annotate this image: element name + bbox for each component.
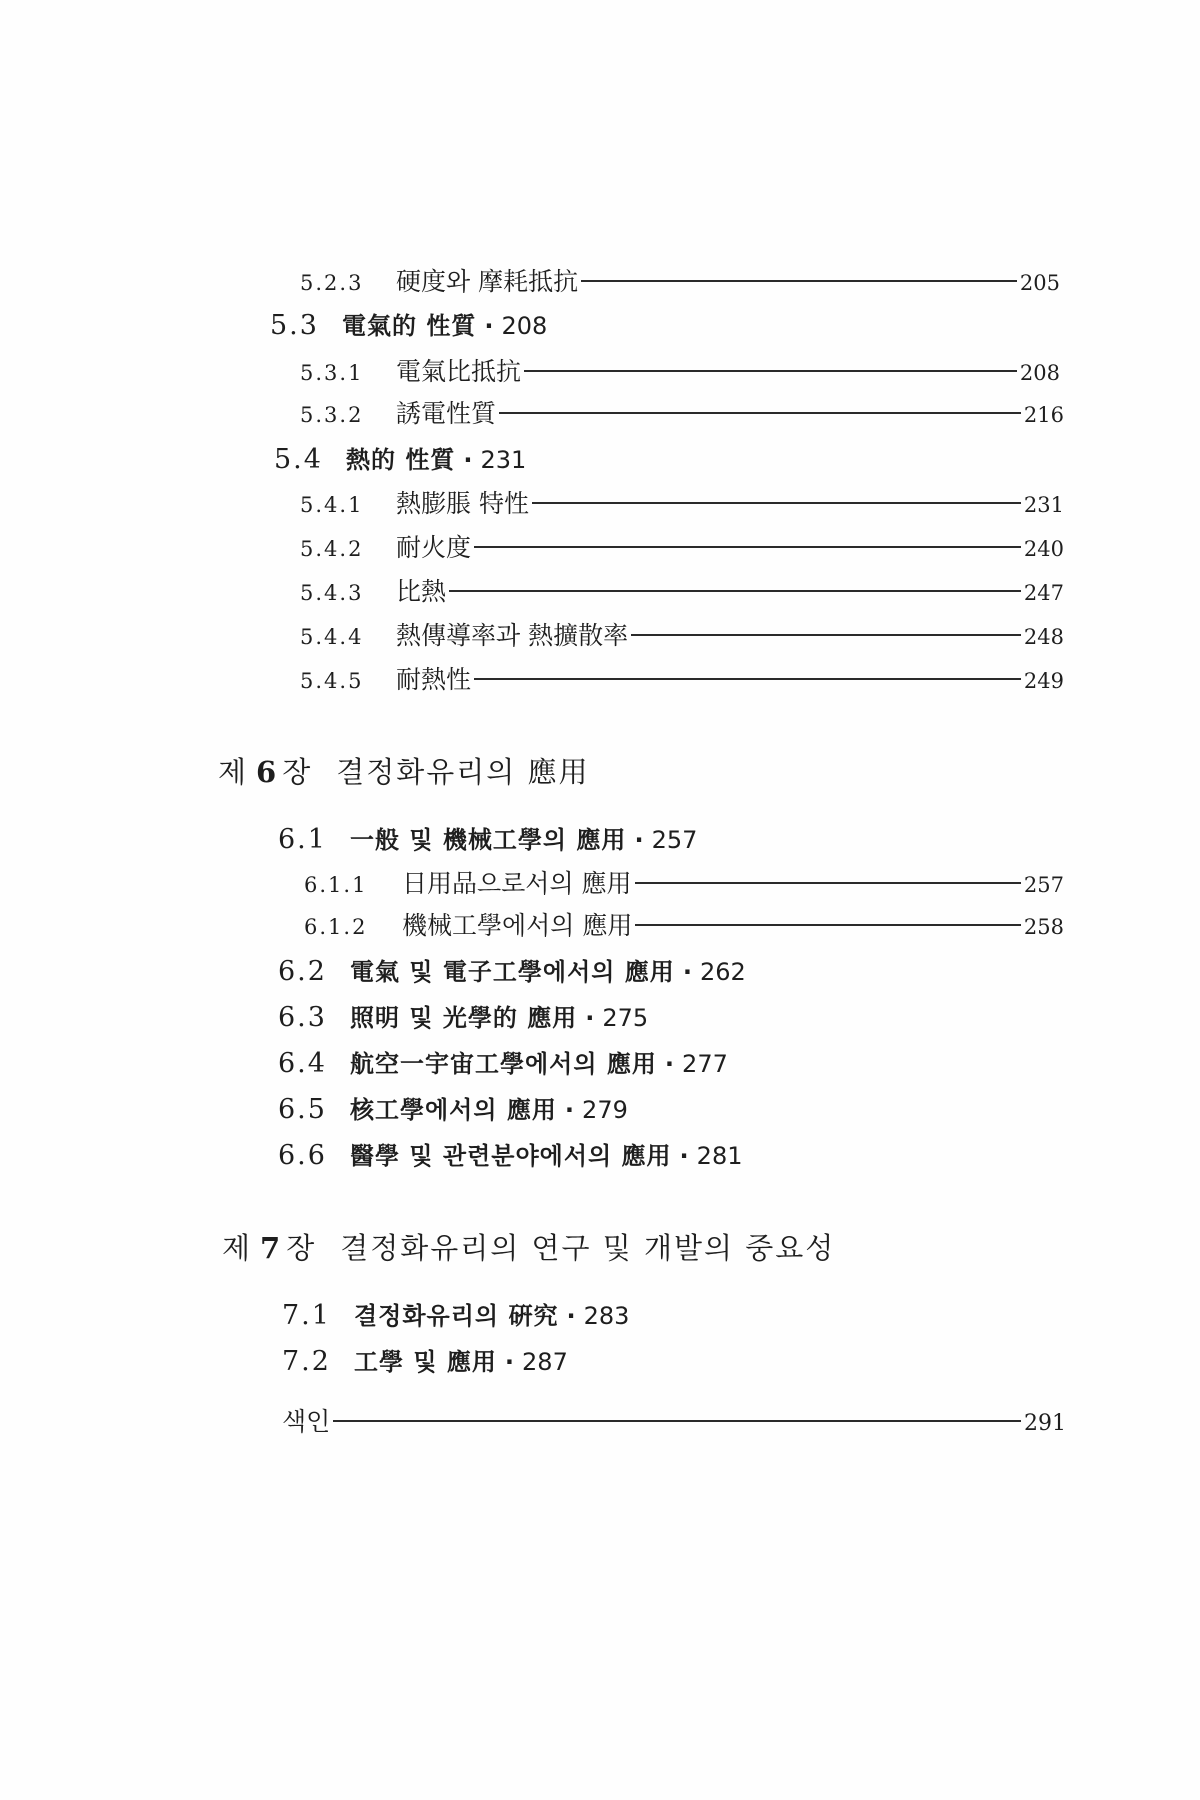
section-number: 5.3 — [270, 310, 319, 341]
toc-section-5-4 — [274, 440, 526, 475]
separator-dot: · — [664, 1050, 675, 1078]
entry-page-number: 258 — [1023, 915, 1064, 939]
chapter-number: 6 — [256, 755, 277, 789]
entry-number: 5.4.3 — [300, 581, 364, 605]
section-number: 6.4 — [278, 1048, 327, 1079]
section-page-number: 279 — [582, 1096, 628, 1124]
section-page-number: 231 — [480, 446, 527, 474]
section-number: 6.3 — [278, 1002, 327, 1033]
entry-title: 硬度와 摩耗抵抗 — [396, 267, 579, 296]
toc-section-6-4 — [278, 1044, 728, 1079]
toc-section-7-1 — [282, 1296, 629, 1331]
chapter-prefix: 제 — [222, 1231, 251, 1265]
section-number: 7.2 — [282, 1346, 331, 1377]
dot-leader — [499, 412, 1021, 414]
entry-page-number: 231 — [1023, 493, 1064, 517]
toc-entry-5-3-2 — [300, 394, 1064, 430]
toc-section-6-5 — [278, 1090, 628, 1125]
entry-number: 5.3.2 — [300, 403, 364, 427]
toc-section-6-6 — [278, 1136, 742, 1171]
entry-title: 日用品으로서의 應用 — [402, 869, 632, 898]
entry-number: 5.3.1 — [300, 361, 364, 385]
separator-dot: · — [484, 312, 494, 340]
entry-page-number: 248 — [1023, 625, 1064, 649]
entry-number: 6.1.1 — [304, 873, 368, 897]
entry-page-number: 216 — [1023, 403, 1064, 427]
toc-entry-5-4-4 — [300, 616, 1064, 652]
toc-section-5-3 — [270, 306, 547, 341]
separator-dot: · — [564, 1096, 575, 1124]
separator-dot: · — [679, 1142, 689, 1170]
section-number: 6.5 — [278, 1094, 327, 1125]
entry-title: 機械工學에서의 應用 — [402, 911, 633, 940]
section-page-number: 281 — [696, 1142, 743, 1170]
entry-title: 比熱 — [396, 577, 447, 606]
dot-leader — [449, 590, 1021, 592]
entry-page-number: 247 — [1023, 581, 1064, 605]
toc-entry-5-2-3 — [300, 262, 1060, 298]
entry-title: 耐熱性 — [396, 665, 472, 694]
entry-page-number: 208 — [1019, 361, 1060, 385]
toc-entry-6-1-1 — [304, 864, 1064, 900]
section-page-number: 287 — [522, 1348, 568, 1376]
dot-leader — [474, 678, 1021, 680]
entry-title: 耐火度 — [396, 533, 472, 562]
toc-entry-5-4-1 — [300, 484, 1064, 520]
entry-title: 熱傳導率과 熱擴散率 — [396, 621, 629, 650]
separator-dot: · — [566, 1302, 576, 1330]
section-page-number: 283 — [583, 1302, 630, 1330]
toc-chapter-7 — [222, 1226, 835, 1267]
entry-title: 誘電性質 — [396, 399, 497, 428]
section-page-number: 257 — [651, 826, 698, 854]
section-number: 6.1 — [278, 824, 327, 855]
section-page-number: 208 — [501, 312, 548, 340]
toc-entry-6-1-2 — [304, 906, 1064, 942]
section-number: 6.2 — [278, 956, 327, 987]
entry-title: 電氣比抵抗 — [396, 357, 522, 386]
chapter-prefix: 제 — [218, 755, 247, 789]
separator-dot: · — [585, 1004, 595, 1032]
entry-number: 5.4.4 — [300, 625, 364, 649]
entry-title: 熱膨脹 特性 — [396, 489, 529, 518]
entry-page-number: 257 — [1023, 873, 1064, 897]
dot-leader — [474, 546, 1021, 548]
entry-number: 6.1.2 — [304, 915, 368, 939]
section-title: 熱的 性質 — [346, 446, 456, 474]
chapter-title: 결정화유리의 연구 및 개발의 중요성 — [340, 1231, 836, 1265]
entry-number: 5.4.5 — [300, 669, 364, 693]
dot-leader — [635, 924, 1021, 926]
toc-section-7-2 — [282, 1342, 568, 1377]
entry-number: 5.4.1 — [300, 493, 364, 517]
separator-dot: · — [682, 958, 692, 986]
toc-section-6-1 — [278, 820, 697, 855]
toc-index-entry — [282, 1402, 1066, 1438]
section-title: 航空一宇宙工學에서의 應用 — [350, 1050, 657, 1078]
separator-dot: · — [634, 826, 644, 854]
section-title: 電氣 및 電子工學에서의 應用 — [350, 958, 675, 986]
entry-page-number: 240 — [1023, 537, 1064, 561]
dot-leader — [524, 370, 1017, 372]
entry-number: 5.4.2 — [300, 537, 364, 561]
section-title: 照明 및 光學的 應用 — [350, 1004, 578, 1032]
dot-leader — [631, 634, 1021, 636]
section-number: 5.4 — [274, 444, 323, 475]
chapter-suffix: 장 — [286, 1231, 315, 1265]
toc-chapter-6 — [218, 750, 590, 791]
index-title: 색인 — [282, 1407, 331, 1436]
section-number: 6.6 — [278, 1140, 327, 1171]
entry-page-number: 205 — [1019, 271, 1060, 295]
toc-entry-5-3-1 — [300, 352, 1060, 388]
separator-dot: · — [504, 1348, 515, 1376]
chapter-suffix: 장 — [282, 755, 311, 789]
dot-leader — [635, 882, 1021, 884]
dot-leader — [333, 1420, 1021, 1422]
toc-section-6-3 — [278, 998, 648, 1033]
section-page-number: 277 — [682, 1050, 728, 1078]
section-title: 一般 및 機械工學의 應用 — [350, 826, 627, 854]
toc-section-6-2 — [278, 952, 746, 987]
section-title: 醫學 및 관련분야에서의 應用 — [350, 1142, 672, 1170]
separator-dot: · — [463, 446, 473, 474]
section-number: 7.1 — [282, 1300, 331, 1331]
section-page-number: 262 — [699, 958, 746, 986]
dot-leader — [532, 502, 1021, 504]
section-title: 核工學에서의 應用 — [350, 1096, 557, 1124]
section-title: 결정화유리의 硏究 — [354, 1302, 559, 1330]
dot-leader — [581, 280, 1017, 282]
toc-entry-5-4-5 — [300, 660, 1064, 696]
section-title: 電氣的 性質 — [342, 312, 477, 340]
toc-entry-5-4-2 — [300, 528, 1064, 564]
chapter-title: 결정화유리의 應用 — [336, 755, 590, 789]
section-page-number: 275 — [602, 1004, 649, 1032]
section-title: 工學 및 應用 — [354, 1348, 497, 1376]
chapter-number: 7 — [260, 1231, 281, 1265]
index-page-number: 291 — [1024, 1411, 1066, 1436]
entry-number: 5.2.3 — [300, 271, 364, 295]
entry-page-number: 249 — [1023, 669, 1064, 693]
toc-entry-5-4-3 — [300, 572, 1064, 608]
